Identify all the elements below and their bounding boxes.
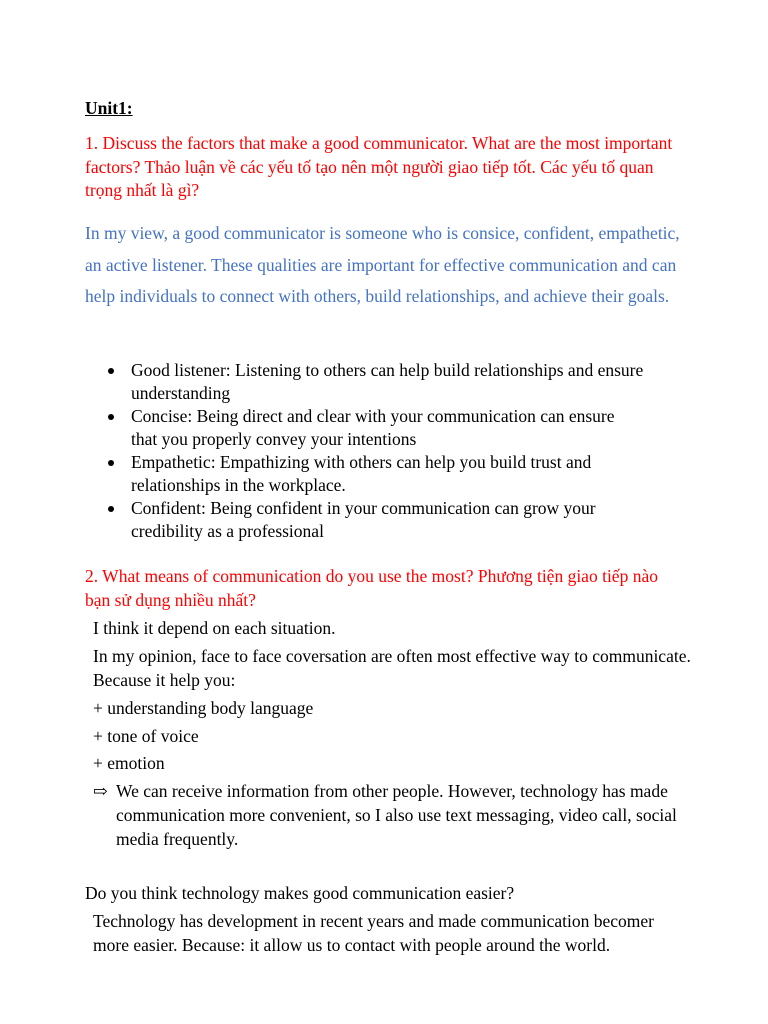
question-1: 1. Discuss the factors that make a good communicator. What are the most important factors? Thảo luận về các yếu tố tạo nên một người giao tiếp tốt. Các yếu tố quan trọng nhất là gì? [85,133,673,200]
list-item [85,405,645,451]
question-2: 2. What means of communication do you use the most? Phương tiện giao tiếp nào bạn sử dụng nhiều nhất? [85,566,658,610]
answer-2-conclusion [93,779,696,851]
bullet-icon [108,368,114,374]
list-item [85,497,645,543]
bullet-icon [108,506,114,512]
bullet-icon [108,414,114,420]
factor-text: Good listener: Listening to others can help build relationships and ensure understanding [131,360,644,403]
factor-text: Empathetic: Empathizing with others can help you build trust and relationships in the workplace. [131,452,592,495]
answer-3: Technology has development in recent years and made communication becomer more easier. Because: it allow us to contact with people around the world. [93,911,654,955]
factors-list [85,359,645,543]
unit-heading: Unit1: [85,98,133,118]
arrow-right-icon: ⇨ [93,781,108,801]
bullet-icon [108,460,114,466]
list-item [85,451,645,497]
answer-2-point-3: + emotion [93,753,165,773]
answer-2-point-1: + understanding body language [93,698,314,718]
factor-text: Concise: Being direct and clear with your communication can ensure that you properly convey your intentions [131,406,615,449]
question-3: Do you think technology makes good communication easier? [85,883,515,903]
answer-1: In my view, a good communicator is someone who is consice, confident, empathetic, an active listener. These qualities are important for effective communication and can help individuals to connect with others, build relationships, and achieve their goals. [85,223,680,306]
conclusion-text: We can receive information from other people. However, technology has made communication more convenient, so I also use text messaging, video call, social media frequently. [116,781,677,849]
answer-2-point-2: + tone of voice [93,726,199,746]
list-item [85,359,645,405]
answer-2-line-2: In my opinion, face to face coversation are often most effective way to communicate. Because it help you: [93,646,691,690]
factor-text: Confident: Being confident in your communication can grow your credibility as a professional [131,498,596,541]
answer-2-line-1: I think it depend on each situation. [93,618,336,638]
